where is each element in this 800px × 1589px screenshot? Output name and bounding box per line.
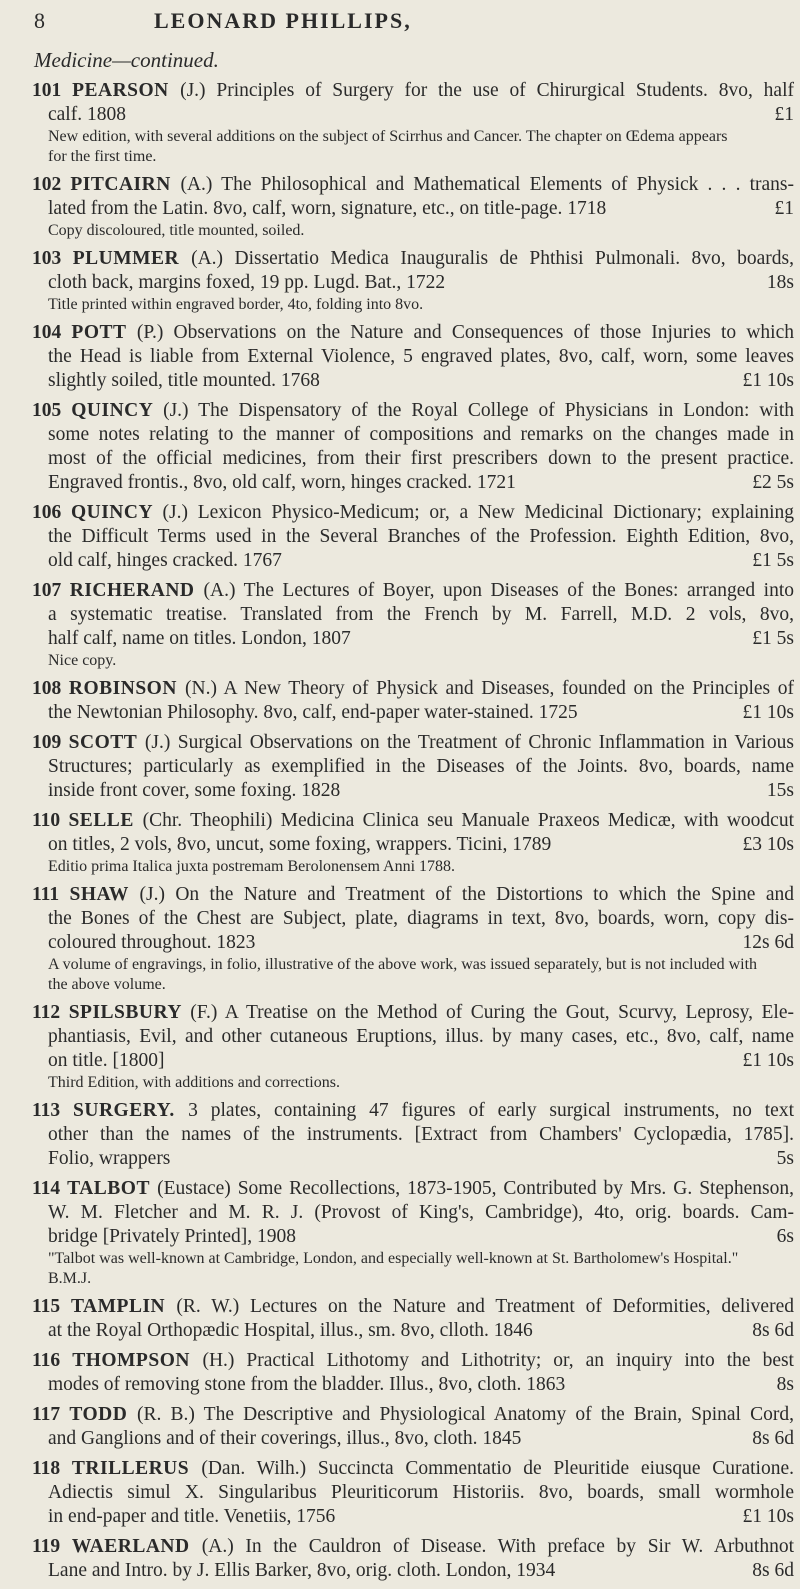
lot-number: 107 bbox=[32, 580, 70, 601]
entry-line bbox=[32, 271, 794, 295]
lot-number: 119 bbox=[32, 1536, 72, 1557]
entry-text: the Bones of the Chest are Subject, plate, diagrams in text, 8vo, boards, worn, copy dis- bbox=[48, 908, 794, 929]
entry-line bbox=[32, 1025, 794, 1049]
catalogue-entry bbox=[32, 1099, 794, 1171]
entry-note: the above volume. bbox=[48, 976, 166, 993]
entry-text: 111 SHAW (J.) On the Nature and Treatment of the Distortions to which the Spine and bbox=[32, 884, 794, 905]
price: £1 10s bbox=[742, 1506, 794, 1527]
entry-line bbox=[32, 103, 794, 127]
entry-line bbox=[32, 731, 794, 755]
entry-line bbox=[32, 701, 794, 725]
author-name: PLUMMER bbox=[72, 248, 192, 269]
author-name: POTT bbox=[71, 322, 137, 343]
entry-line bbox=[32, 247, 794, 271]
lot-number: 106 bbox=[32, 502, 71, 523]
entry-line bbox=[32, 447, 794, 471]
entry-line bbox=[32, 833, 794, 857]
catalogue-entry bbox=[32, 1535, 794, 1583]
entry-note: B.M.J. bbox=[48, 1270, 92, 1287]
entry-line bbox=[32, 197, 794, 221]
price: 5s bbox=[776, 1148, 794, 1169]
lot-number: 116 bbox=[32, 1350, 73, 1371]
author-name: PITCAIRN bbox=[70, 174, 181, 195]
lot-number: 111 bbox=[32, 884, 70, 905]
price: £1 10s bbox=[742, 370, 794, 391]
entry-note: for the first time. bbox=[48, 148, 157, 165]
entry-line bbox=[32, 471, 794, 495]
running-title: LEONARD PHILLIPS, bbox=[154, 8, 412, 33]
entry-text: 108 ROBINSON (N.) A New Theory of Physick and Diseases, founded on the Principles of bbox=[32, 678, 794, 699]
entry-text: most of the official medicines, from their first prescribers down to the present practice. bbox=[48, 448, 794, 469]
catalogue-entry bbox=[32, 579, 794, 671]
entry-line bbox=[32, 677, 794, 701]
entry-line bbox=[32, 1123, 794, 1147]
entry-line bbox=[32, 1559, 794, 1583]
lot-number: 110 bbox=[32, 810, 69, 831]
entry-line bbox=[32, 1147, 794, 1171]
entry-text: 110 SELLE (Chr. Theophili) Medicina Clinica seu Manuale Praxeos Medicæ, with woodcut bbox=[32, 810, 794, 831]
entry-text: on titles, 2 vols, 8vo, uncut, some foxing, wrappers. Ticini, 1789 bbox=[48, 834, 552, 855]
entry-text: 112 SPILSBURY (F.) A Treatise on the Method of Curing the Gout, Scurvy, Leprosy, Ele- bbox=[32, 1002, 794, 1023]
author-name: TRILLERUS bbox=[71, 1458, 202, 1479]
entry-line bbox=[32, 423, 794, 447]
entry-line bbox=[32, 931, 794, 955]
catalogue-entry bbox=[32, 883, 794, 995]
entry-line bbox=[32, 883, 794, 907]
catalogue-entry bbox=[32, 1403, 794, 1451]
entry-line bbox=[32, 1049, 794, 1073]
entry-note: Third Edition, with additions and corrections. bbox=[48, 1074, 340, 1091]
section-title: Medicine—continued. bbox=[34, 48, 219, 72]
entry-line bbox=[32, 1001, 794, 1025]
entry-text: 109 SCOTT (J.) Surgical Observations on the Treatment of Chronic Inflammation in Various bbox=[32, 732, 795, 753]
author-name: QUINCY bbox=[70, 502, 163, 523]
catalogue-entry bbox=[32, 809, 794, 877]
entry-note: A volume of engravings, in folio, illustrative of the above work, was issued separately, but is not included with bbox=[48, 956, 758, 973]
lot-number: 109 bbox=[32, 732, 69, 753]
catalogue-entry bbox=[32, 79, 794, 167]
entry-line bbox=[32, 1427, 794, 1451]
lot-number: 115 bbox=[32, 1296, 71, 1317]
author-name: SPILSBURY bbox=[68, 1002, 191, 1023]
entry-line bbox=[32, 345, 794, 369]
entry-line bbox=[32, 1349, 794, 1373]
entry-text: Lane and Intro. by J. Ellis Barker, 8vo, orig. cloth. London, 1934 bbox=[48, 1560, 556, 1581]
entry-line bbox=[32, 321, 794, 345]
price: £1 10s bbox=[742, 702, 794, 723]
author-name: PEARSON bbox=[72, 80, 181, 101]
entry-text: 103 PLUMMER (A.) Dissertatio Medica Inauguralis de Phthisi Pulmonali. 8vo, boards, bbox=[32, 248, 794, 269]
catalogue-entry bbox=[32, 731, 794, 803]
entry-line bbox=[32, 779, 794, 803]
entry-text: 114 TALBOT (Eustace) Some Recollections, 1873-1905, Contributed by Mrs. G. Stephenson, bbox=[32, 1178, 794, 1199]
entry-text: the Newtonian Philosophy. 8vo, calf, end-paper water-stained. 1725 bbox=[48, 702, 578, 723]
entry-line bbox=[32, 1457, 794, 1481]
entry-line bbox=[32, 1481, 794, 1505]
price: £1 5s bbox=[752, 628, 794, 649]
lot-number: 104 bbox=[32, 322, 72, 343]
entry-text: W. M. Fletcher and M. R. J. (Provost of King's, Cambridge), 4to, orig. boards. Cam- bbox=[48, 1202, 794, 1223]
lot-number: 103 bbox=[32, 248, 73, 269]
author-name: TAMPLIN bbox=[70, 1296, 177, 1317]
entry-line bbox=[32, 369, 794, 393]
catalogue-entry bbox=[32, 1457, 794, 1529]
price: £3 10s bbox=[742, 834, 794, 855]
price: 18s bbox=[766, 272, 794, 293]
entry-text: 118 TRILLERUS (Dan. Wilh.) Succincta Commentatio de Pleuritide eiusque Curatione. bbox=[32, 1458, 794, 1479]
entry-line bbox=[32, 399, 794, 423]
entry-text: at the Royal Orthopædic Hospital, illus., sm. 8vo, clloth. 1846 bbox=[48, 1320, 533, 1341]
price: £1 bbox=[774, 198, 794, 219]
entry-note: "Talbot was well-known at Cambridge, London, and especially well-known at St. Bartholomew's Hospital." bbox=[48, 1250, 739, 1267]
entry-line bbox=[32, 1373, 794, 1397]
entry-note: Nice copy. bbox=[48, 652, 117, 669]
entry-line bbox=[32, 501, 794, 525]
price: 6s bbox=[776, 1226, 794, 1247]
price: £1 bbox=[774, 104, 794, 125]
lot-number: 114 bbox=[32, 1178, 68, 1199]
author-name: ROBINSON bbox=[68, 678, 186, 699]
author-name: RICHERAND bbox=[69, 580, 204, 601]
entry-text: modes of removing stone from the bladder. Illus., 8vo, cloth. 1863 bbox=[48, 1374, 566, 1395]
entry-text: Adiectis simul X. Singularibus Pleuriticorum Historiis. 8vo, boards, small wormhole bbox=[48, 1482, 794, 1503]
entry-line bbox=[32, 173, 794, 197]
author-name: WAERLAND bbox=[71, 1536, 202, 1557]
entry-line bbox=[32, 603, 794, 627]
entry-list bbox=[32, 79, 794, 1583]
catalogue-entry bbox=[32, 399, 794, 495]
entry-line bbox=[32, 627, 794, 651]
page-number: 8 bbox=[34, 8, 45, 33]
price: 8s bbox=[776, 1374, 794, 1395]
entry-text: lated from the Latin. 8vo, calf, worn, signature, etc., on title-page. 1718 bbox=[48, 198, 607, 219]
catalogue-entry bbox=[32, 173, 794, 241]
entry-text: 115 TAMPLIN (R. W.) Lectures on the Nature and Treatment of Deformities, delivered bbox=[32, 1296, 794, 1317]
entry-note: Editio prima Italica juxta postremam Berolonensem Anni 1788. bbox=[48, 858, 456, 875]
entry-text: cloth back, margins foxed, 19 pp. Lugd. Bat., 1722 bbox=[48, 272, 446, 293]
entry-text: 101 PEARSON (J.) Principles of Surgery for the use of Chirurgical Students. 8vo, half bbox=[32, 80, 795, 101]
lot-number: 108 bbox=[32, 678, 69, 699]
price: 12s 6d bbox=[742, 932, 794, 953]
entry-line bbox=[32, 1201, 794, 1225]
entry-text: Folio, wrappers bbox=[48, 1148, 171, 1169]
entry-text: other than the names of the instruments. [Extract from Chambers' Cyclopædia, 1785]. bbox=[48, 1124, 794, 1145]
entry-text: Engraved frontis., 8vo, old calf, worn, hinges cracked. 1721 bbox=[48, 472, 516, 493]
entry-text: and Ganglions and of their coverings, illus., 8vo, cloth. 1845 bbox=[48, 1428, 522, 1449]
entry-line bbox=[32, 1535, 794, 1559]
author-name: SHAW bbox=[69, 884, 140, 905]
entry-text: 102 PITCAIRN (A.) The Philosophical and Mathematical Elements of Physick . . . trans- bbox=[32, 174, 794, 195]
lot-number: 105 bbox=[32, 400, 72, 421]
author-name: SCOTT bbox=[68, 732, 145, 753]
entry-line bbox=[32, 1505, 794, 1529]
entry-text: 105 QUINCY (J.) The Dispensatory of the Royal College of Physicians in London: with bbox=[32, 400, 795, 421]
entry-note: Copy discoloured, title mounted, soiled. bbox=[48, 222, 305, 239]
running-head bbox=[32, 8, 794, 42]
author-name: QUINCY bbox=[71, 400, 164, 421]
price: 8s 6d bbox=[752, 1560, 794, 1581]
catalogue-entry bbox=[32, 1349, 794, 1397]
entry-text: old calf, hinges cracked. 1767 bbox=[48, 550, 282, 571]
catalogue-entry bbox=[32, 247, 794, 315]
price: £2 5s bbox=[752, 472, 794, 493]
price: 15s bbox=[766, 780, 794, 801]
entry-line bbox=[32, 1403, 794, 1427]
lot-number: 112 bbox=[32, 1002, 69, 1023]
entry-line bbox=[32, 809, 794, 833]
price: £1 10s bbox=[742, 1050, 794, 1071]
entry-line bbox=[32, 525, 794, 549]
entry-line bbox=[32, 579, 794, 603]
entry-line bbox=[32, 1319, 794, 1343]
entry-line bbox=[32, 1225, 794, 1249]
author-name: THOMPSON bbox=[72, 1350, 203, 1371]
entry-text: 104 POTT (P.) Observations on the Nature and Consequences of those Injuries to which bbox=[32, 322, 795, 343]
lot-number: 101 bbox=[32, 80, 73, 101]
author-name: TALBOT bbox=[67, 1178, 158, 1199]
catalogue-entry bbox=[32, 1177, 794, 1289]
entry-text: slightly soiled, title mounted. 1768 bbox=[48, 370, 320, 391]
entry-text: 106 QUINCY (J.) Lexicon Physico-Medicum; or, a New Medicinal Dictionary; explaining bbox=[32, 502, 794, 523]
entry-line bbox=[32, 79, 794, 103]
entry-line bbox=[32, 1099, 794, 1123]
entry-text: on title. [1800] bbox=[48, 1050, 165, 1071]
author-name: SELLE bbox=[68, 810, 143, 831]
entry-text: 107 RICHERAND (A.) The Lectures of Boyer, upon Diseases of the Bones: arranged into bbox=[32, 580, 795, 601]
catalogue-page bbox=[32, 8, 794, 1589]
catalogue-entry bbox=[32, 677, 794, 725]
entry-text: 113 SURGERY. 3 plates, containing 47 figures of early surgical instruments, no text bbox=[32, 1100, 794, 1121]
entry-line bbox=[32, 1177, 794, 1201]
price: 8s 6d bbox=[752, 1320, 794, 1341]
entry-text: some notes relating to the manner of compositions and remarks on the changes made in bbox=[48, 424, 794, 445]
entry-text: the Difficult Terms used in the Several Branches of the Profession. Eighth Edition, 8vo, bbox=[48, 526, 794, 547]
entry-note: Title printed within engraved border, 4to, folding into 8vo. bbox=[48, 296, 424, 313]
entry-text: phantiasis, Evil, and other cutaneous Eruptions, illus. by many cases, etc., 8vo, calf, name bbox=[48, 1026, 794, 1047]
entry-line bbox=[32, 907, 794, 931]
entry-text: Structures; particularly as exemplified in the Diseases of the Joints. 8vo, boards, name bbox=[48, 756, 794, 777]
entry-text: 119 WAERLAND (A.) In the Cauldron of Disease. With preface by Sir W. Arbuthnot bbox=[32, 1536, 794, 1557]
entry-text: bridge [Privately Printed], 1908 bbox=[48, 1226, 297, 1247]
entry-text: 117 TODD (R. B.) The Descriptive and Physiological Anatomy of the Brain, Spinal Cord, bbox=[32, 1404, 794, 1425]
lot-number: 117 bbox=[32, 1404, 70, 1425]
entry-text: half calf, name on titles. London, 1807 bbox=[48, 628, 351, 649]
author-name: SURGERY. bbox=[73, 1100, 189, 1121]
entry-line bbox=[32, 755, 794, 779]
catalogue-entry bbox=[32, 1001, 794, 1093]
price: 8s 6d bbox=[752, 1428, 794, 1449]
author-name: TODD bbox=[69, 1404, 137, 1425]
lot-number: 113 bbox=[32, 1100, 74, 1121]
entry-text: calf. 1808 bbox=[48, 104, 126, 125]
catalogue-entry bbox=[32, 1295, 794, 1343]
entry-text: the Head is liable from External Violence, 5 engraved plates, 8vo, calf, worn, some leaves bbox=[48, 346, 794, 367]
entry-text: a systematic treatise. Translated from the French by M. Farrell, M.D. 2 vols, 8vo, bbox=[48, 604, 794, 625]
catalogue-entry bbox=[32, 501, 794, 573]
entry-text: in end-paper and title. Venetiis, 1756 bbox=[48, 1506, 336, 1527]
entry-text: coloured throughout. 1823 bbox=[48, 932, 256, 953]
catalogue-entry bbox=[32, 321, 794, 393]
entry-text: inside front cover, some foxing. 1828 bbox=[48, 780, 341, 801]
entry-line bbox=[32, 1295, 794, 1319]
entry-note: New edition, with several additions on the subject of Scirrhus and Cancer. The chapter on Œdema appears bbox=[48, 128, 728, 145]
entry-text: 116 THOMPSON (H.) Practical Lithotomy and Lithotrity; or, an inquiry into the best bbox=[32, 1350, 794, 1371]
lot-number: 102 bbox=[32, 174, 71, 195]
lot-number: 118 bbox=[32, 1458, 72, 1479]
entry-line bbox=[32, 549, 794, 573]
price: £1 5s bbox=[752, 550, 794, 571]
